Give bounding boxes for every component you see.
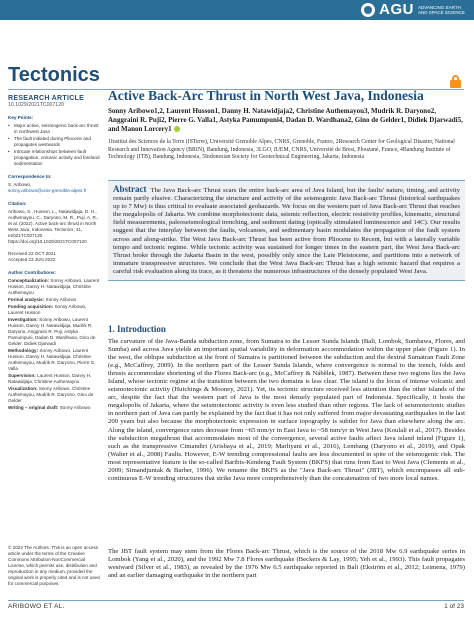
correspondence-email-link[interactable]: sonny.aribowo@univ-grenoble-alpes.fr: [8, 188, 87, 193]
article-doi[interactable]: 10.1029/2021TC007120: [8, 102, 64, 108]
contribution-item: Funding acquisition: Sonny Aribowo, Laurent Husson: [8, 304, 87, 315]
agu-logo[interactable]: [361, 1, 466, 18]
contribution-item: Visualization: Sonny Aribowo, Christine Authemayou, Mudrik R. Daryono, Gino de Gelder: [8, 386, 94, 403]
article-sidebar: [8, 96, 103, 412]
key-point: • Major active, seismogenic back-arc thrust in northwest Java: [8, 123, 103, 135]
accepted-date: Accepted 23 JUN 2022: [8, 257, 56, 262]
key-point: • Intricate relationships between fault propagation, volcanic activity and foreland sedimentation: [8, 149, 103, 167]
affiliations: 1Institut des Sciences de la Terre (ISTerre), Université Grenoble Alpes, CNRS, Grenoble, France, 2Research Center for Geological Disaster, National Research and Innovation Agency (BRIN), Bandung, Indonesia, 3LGO, IUEM, CNRS, Université de Brest, Plouzané, France, 4Bandung Institute of Technology (ITB), Bandung, Indonesia, 5Indonesian Society for Geotechnical Engineering, Jakarta, Indonesia: [108, 139, 455, 161]
received-date: Received 22 OCT 2021: [8, 251, 56, 256]
contribution-item: Writing – original draft: Sonny Aribowo: [8, 405, 91, 410]
authors-text: Sonny Aribowo1,2, Laurent Husson1, Danny H. Natawidjaja2, Christine Authemayou3, Mudrik R. Daryono2, Anggraini R. Puji2, Pierre G. Valla1, Astyka Pamumpuni4, Dadan D. Wardhana2, Gino de Gelder1, Didiek Djarwadi5, and Manon Lorcery1: [108, 107, 463, 133]
page-number: 1 of 23: [444, 603, 464, 610]
abstract-box: [108, 180, 465, 281]
contributions-list: [8, 278, 103, 411]
key-points-list: [8, 123, 103, 167]
license-notice: © 2022 The Authors. This is an open access article under the terms of the Creative Commons Attribution-NonCommercial License, which permits use, distribution and reproduction in any medium, provided the original work is properly cited and is not used for commercial purposes.: [8, 545, 100, 586]
publisher-bar: [0, 0, 474, 20]
citation-heading: Citation:: [8, 201, 27, 206]
orcid-icon[interactable]: [174, 126, 180, 132]
running-author: ARIBOWO ET AL.: [8, 603, 65, 610]
contribution-item: Formal analysis: Sonny Aribowo: [8, 297, 77, 302]
body-paragraph: The curvature of the Java-Banda subduction zone, from Sumatra to the Lesser Sunda Islands (Bali, Lombok, Sumbawa, Flores, and Sumba) and across Java yields an important spatial variability in deformation accommodation within the upper plate (Figure 1). In the west, the oblique subduction at the front of Sumatra is partitioned between the subduction and the dextral Sumatran Fault Zone (e.g., McCaffrey, 2009). In the northern part of the Lesser Sunda Islands, where convergence is normal to the trench, folds and thrusts accommodate shortening of the Flores Back-arc (e.g., McCaffrey & Nábělek, 1987). Between these two regions lies the Java Island, whose tectonic regime at the transition between the two domains is less clear. The island is the locus of intense volcanic and seismotectonic activity (Hutchings & Mooney, 2021). Yet, its tectonic structure received less attention than the other islands of the arc, despite the fact that the western part of Java is the most densely populated part of Indonesia. Specifically, it hosts the megalopolis of Jakarta, where the seismotectonic activity is even less studied than other regions. The lack of seismotectonic studies in northern part of Java can partly be explained by the fact that it has not only suffered from major devastating earthquakes in the last 200 years but also because the morphotectonic expression in surface topography is subtler for Java than elsewhere along the arc. Along the island, convergence rates decrease from ~65 mm/yr in East Java to ~58 mm/yr in West Java (Koulali et al., 2017). Besides the subduction megathrust that accommodates most of the convergence, several active faults affect Java island inland (Figure 1), such as the transpressive Cimandiri (Arisbaya et al., 2019; Marliyani et al., 2016), Lembang (Daryono et al., 2019), and Opak (Walter et al., 2008) Faults. However, E-W trending compressional faults are less documented in spite of the seismogenic risk. The most representative feature is the so-called Baribis-Kendeng Fault System (BKFS) that runs from East to West Java (Clements et al., 2009; Simandjuntak & Barber, 1996). We rename the BKFS as the "Java Back-arc Thrust" (JBT), which encompasses all sub-continuous E-W trending structures that strike Java more comprehensively than the concatenation of two more local names.: [108, 338, 465, 482]
contribution-item: Investigation: Sonny Aribowo, Laurent Husson, Danny H. Natawidjaja, Mudrik R. Daryono, Anggraini R. Puji, Astyka Pamumpuni, Dadan D. Wardhana, Gino de Gelder, Didiek Djarwadi: [8, 317, 96, 346]
abstract-text: The Java Back-arc Thrust scars the entire back-arc area of Java Island, but the faults' nature, timing, and activity remain partly elusive. Characterizing the structure and activity of the seismogenic Java Back-arc Thrust (historical earthquakes up to 7 Mw) is thus critical to evaluate associated geohazards. We focus on the western part of Java Back-arc Thrust that reaches the megalopolis of Jakarta. We combine morphotectonic data, seismic reflection, electric resistivity profiles, kinematic, structural field measurements, paleoseismological trenching, and sediment dating (optically stimulated luminescence and 14C). Our results suggest that the interplay between the faults, volcanoes, and sedimentary basin modulates the propagation of the fault system across and along-strike. The West Java Back-arc Thrust has been active from Pliocene to Recent, but with a laterally variable tempo and tectonic regime. While tectonic activity was sustained for longer times in the eastern part, the West Java Back-arc Thrust broke through the Jakarta Basin in the west, possibly only since the Late Pleistocene, and partitions into a network of immature transpressive structures. We conclude that the West Java Back-arc Thrust has a high seismic hazard that requires a careful risk evaluation along its trace, as it threatens the numerous infrastructures of the densely populated West Java.: [113, 187, 460, 275]
article-type: RESEARCH ARTICLE: [8, 95, 85, 102]
agu-tagline: ADVANCING EARTH AND SPACE SCIENCE: [418, 4, 465, 15]
correspondence-name: S. Aribowo,: [8, 182, 32, 187]
key-point: • The fault initiated during Pliocene and propagates westwards: [8, 136, 103, 148]
globe-icon: [361, 3, 375, 17]
section-heading-introduction: 1. Introduction: [108, 324, 166, 334]
contributions-heading: Author Contributions:: [8, 270, 56, 275]
key-points-heading: Key Points:: [8, 115, 34, 120]
open-access-lock-icon: [450, 75, 461, 88]
body-paragraph: The JBT fault system may stem from the Flores Back-arc Thrust, which is the source of the 2018 Mw 6.9 earthquake series in Lombok (Yang et al., 2020), and the 1992 Mw 7.8 Flores earthquake (Beckers & Lay, 1995; Yeh et al., 1993). This fault propagates westward (Silver et al., 1983), as revealed by the 1976 Mw 6.5 earthquake reported in Bali (Ekström et al., 2012; Leimena, 1979) and an earlier damaging earthquake in the northern part: [108, 548, 465, 580]
contribution-item: Supervision: Laurent Husson, Danny H. Natawidjaja, Christine Authemayou: [8, 373, 92, 384]
abstract-label: Abstract: [113, 184, 147, 194]
contribution-item: Conceptualization: Sonny Aribowo, Laurent Husson, Danny H. Natawidjaja, Christine Authemayou: [8, 278, 100, 295]
correspondence-heading: Correspondence to:: [8, 174, 52, 179]
article-header: [108, 88, 465, 162]
author-list: [108, 107, 465, 134]
article-title: Active Back-Arc Thrust in North West Java, Indonesia: [108, 88, 424, 103]
agu-logo-text: AGU: [379, 1, 414, 18]
footer-divider: [8, 600, 464, 601]
contribution-item: Methodology: Sonny Aribowo, Laurent Husson, Danny H. Natawidjaja, Christine Authemayou, Mudrik R. Daryono, Pierre G. Valla: [8, 348, 96, 371]
citation-text: Aribowo, S., Husson, L., Natawidjaja, D. H., Authemayou, C., Daryono, M. R., Puji, A. R., et al. (2022). Active back-arc thrust in North West Java, Indonesia. Tectonics, 41, e2021TC007120. https://doi.org/10.1029/2021TC007120: [8, 209, 99, 244]
journal-title: Tectonics: [8, 64, 100, 86]
